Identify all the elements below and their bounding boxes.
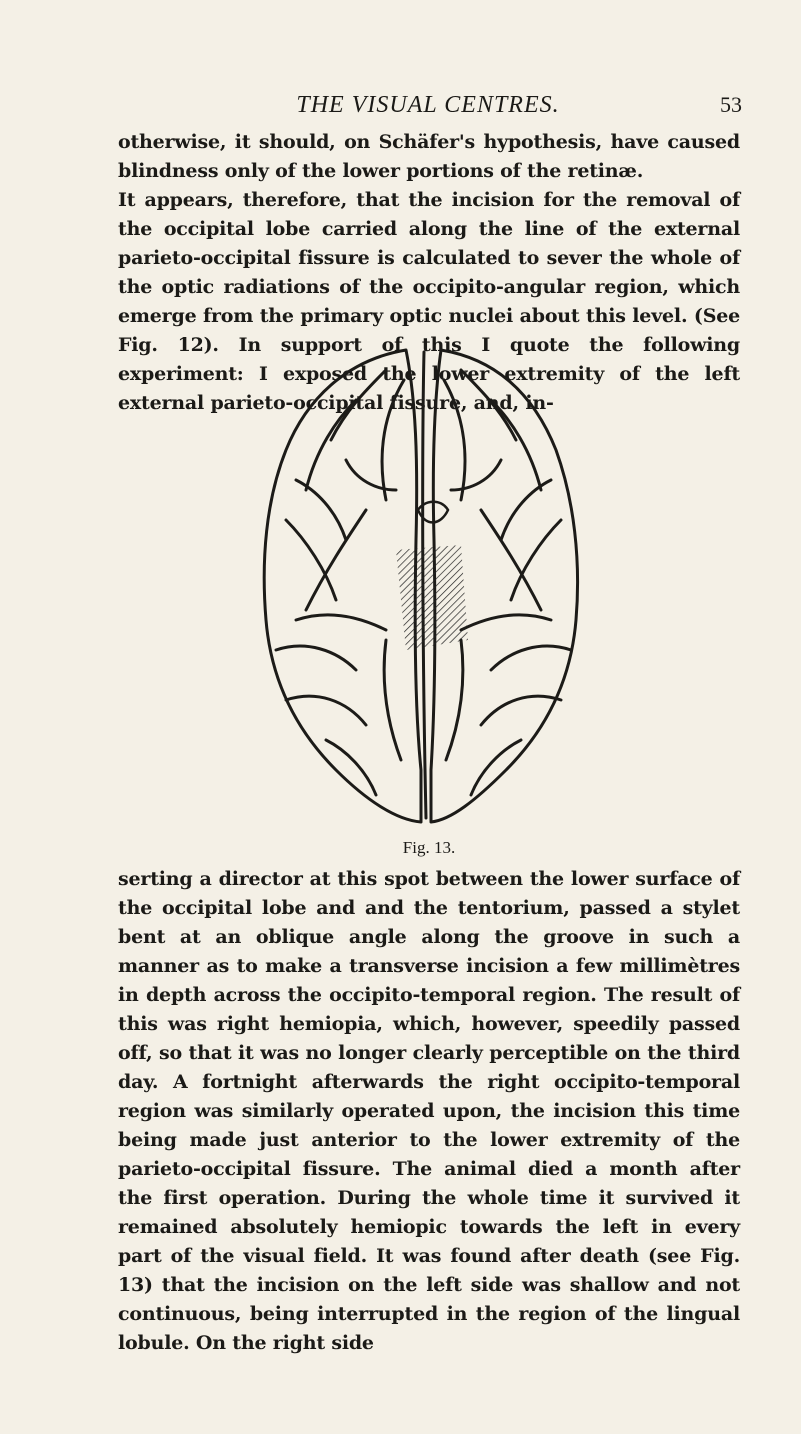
page-number: 53	[720, 92, 742, 117]
running-header	[118, 92, 742, 122]
running-title: THE VISUAL CENTRES.	[296, 92, 560, 118]
brain-figure	[236, 340, 776, 835]
body-text-bottom	[118, 865, 740, 1358]
paragraph: serting a director at this spot between the lower surface of the occipital lobe and and the tentorium, passed a stylet bent at an oblique angle along the groove in such a manner as to make a transverse incision a few millimètres in depth across the occipito-temporal region. The result of this was right hemiopia, which, however, speedily passed off, so that it was no longer clearly perceptible on the third day. A fortnight afterwards the right occipito-temporal region was similarly operated upon, the incision this time being made just anterior to the lower extremity of the parieto-occipital fissure. The animal died a month after the first operation. During the whole time it survived it remained absolutely hemiopic towards the left in every part of the visual field. It was found after death (see Fig. 13) that the incision on the left side was shallow and not continuous, being interrupted in the region of the lingual lobule. On the right side	[118, 868, 740, 1354]
paragraph: It appears, therefore, that the incision for the removal of the occipital lobe carried along the line of the external parieto-occipital fissure is calculated to sever the whole of the optic radiations of the occipito-angular region, which emerge from the primary optic nuclei about this level. (See Fig. 12). In support of this I quote the following experiment: I exposed the lower extremity of the left external parieto-occipital fissure, and, in-	[118, 189, 740, 414]
figure-caption: Fig. 13.	[402, 838, 456, 857]
paragraph: otherwise, it should, on Schäfer's hypothesis, have caused blindness only of the lower portions of the retinæ.	[118, 131, 740, 182]
brain-illustration	[236, 340, 776, 835]
